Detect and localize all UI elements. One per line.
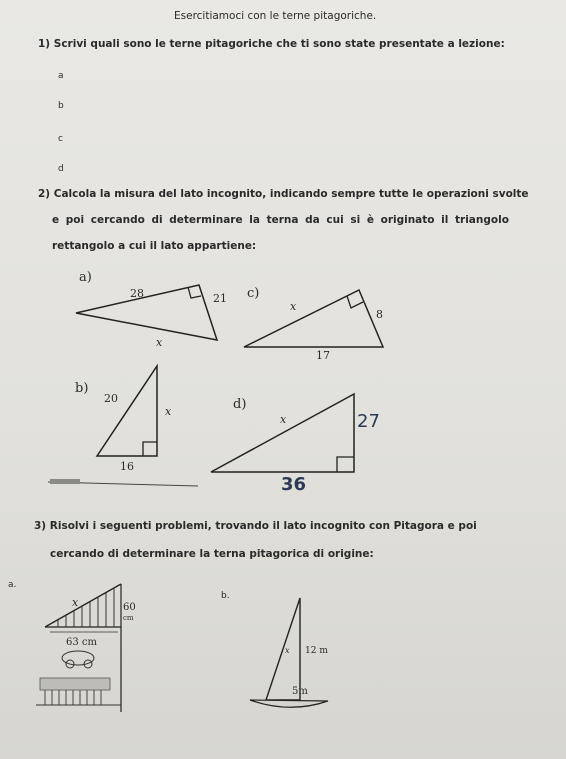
question-2-line2: e poi cercando di determinare la terna da cui si è originato il triangolo xyxy=(52,214,509,226)
fig-d-side-x: x xyxy=(280,413,287,426)
fig-c-label: c) xyxy=(247,286,260,301)
fig-d-side-27: 27 xyxy=(357,411,380,432)
problem-a-side-63cm: 63 cm xyxy=(66,637,97,648)
fig-b-label: b) xyxy=(75,381,89,396)
problem-b-side-5m: 5m xyxy=(292,686,308,697)
problem-a-side-x: x xyxy=(72,596,79,609)
fig-d-label: d) xyxy=(233,397,247,412)
fig-b-side-20: 20 xyxy=(104,392,118,405)
fig-c-side-x: x xyxy=(290,300,297,313)
problem-a-unit-cm: cm xyxy=(123,614,134,622)
fig-d-side-36: 36 xyxy=(281,474,307,495)
problem-b-side-x: x xyxy=(285,646,290,655)
problem-b-side-12m: 12 m xyxy=(305,646,328,656)
page-title: Esercitiamoci con le terne pitagoriche. xyxy=(174,10,377,22)
problem-a-label: a. xyxy=(8,580,17,590)
question-3-line1: 3) Risolvi i seguenti problemi, trovando il lato incognito con Pitagora e poi xyxy=(34,520,477,532)
q1-item-b: b xyxy=(58,101,64,111)
q1-item-c: c xyxy=(58,134,63,144)
fig-c-side-17: 17 xyxy=(316,349,330,362)
fig-b-side-16: 16 xyxy=(120,460,134,473)
q1-item-a: a xyxy=(58,71,64,81)
q1-item-d: d xyxy=(58,164,64,174)
question-3-line2: cercando di determinare la terna pitagorica di origine: xyxy=(50,548,374,560)
fig-c-side-8: 8 xyxy=(376,308,383,321)
fig-a-side-21: 21 xyxy=(213,292,227,305)
question-1-text: 1) Scrivi quali sono le terne pitagoriche che ti sono state presentate a lezione: xyxy=(38,38,505,50)
question-2-line1: 2) Calcola la misura del lato incognito, indicando sempre tutte le operazioni svolte xyxy=(38,188,529,200)
fig-a-side-x: x xyxy=(156,336,163,349)
problem-a-side-60: 60 xyxy=(123,602,136,613)
question-2-line3: rettangolo a cui il lato appartiene: xyxy=(52,240,257,252)
fig-b-side-x: x xyxy=(165,405,172,418)
problem-b-label: b. xyxy=(221,591,230,601)
fig-a-label: a) xyxy=(79,270,92,285)
fig-a-side-28: 28 xyxy=(130,287,144,300)
